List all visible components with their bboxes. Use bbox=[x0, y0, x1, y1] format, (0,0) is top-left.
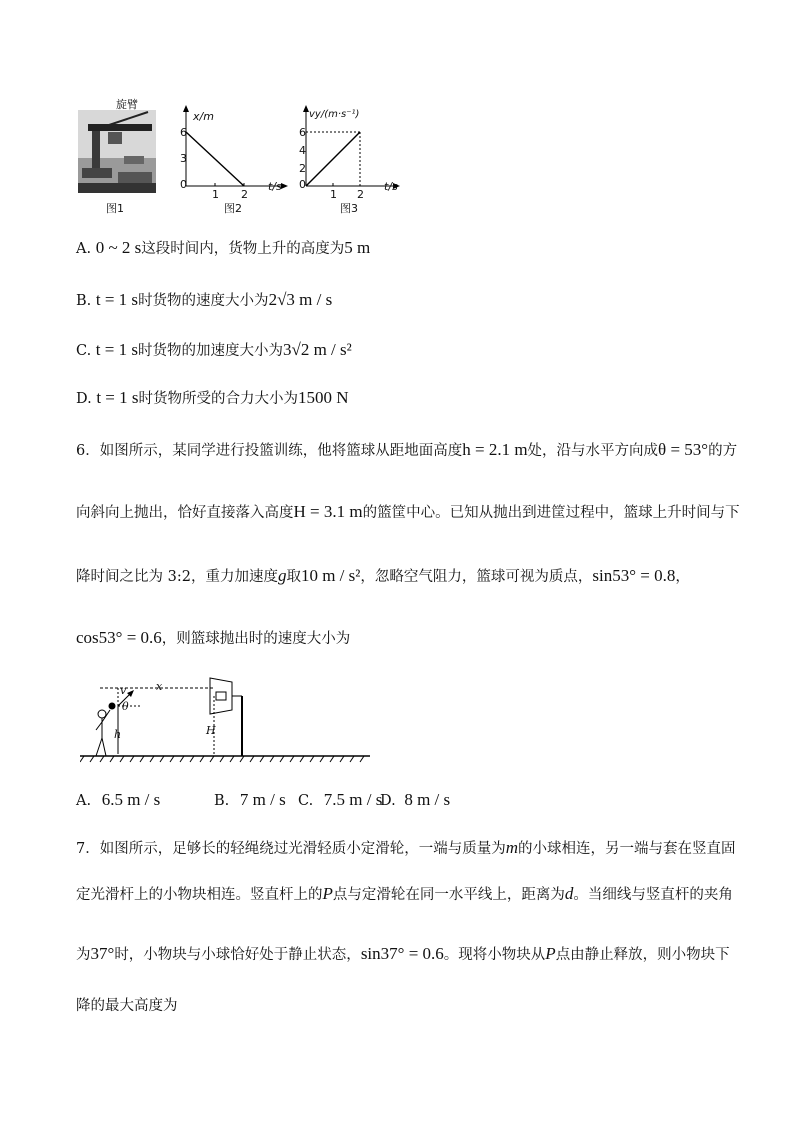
fig3-x-tick: 1 bbox=[330, 188, 337, 201]
fig2-x-tick: 2 bbox=[241, 188, 248, 201]
fig3-y-tick: 6 bbox=[299, 126, 306, 139]
fig2-y-tick: 3 bbox=[180, 152, 187, 165]
q5-option-a: A. 0 ~ 2 s这段时间内，货物上升的高度为5 m bbox=[76, 238, 371, 257]
figure-h-label: h bbox=[114, 728, 122, 741]
q6-option-a: A. 6.5 m / s bbox=[76, 790, 161, 809]
q5-option-d: D. t = 1 s时货物所受的合力大小为1500 N bbox=[76, 388, 349, 407]
fig2-y-label: x/m bbox=[193, 110, 214, 123]
q7-line-3: 为37°时，小物块与小球恰好处于静止状态，sin37° = 0.6。现将小物块从P点由静止释放，则小物块下 bbox=[76, 944, 730, 963]
q6-option-d: D. 8 m / s bbox=[380, 790, 451, 809]
q6-option-c: C. 7.5 m / s bbox=[298, 790, 383, 809]
q6-line-1: 6．如图所示，某同学进行投篮训练，他将篮球从距地面高度h = 2.1 m处，沿与水平方向成θ = 53°的方 bbox=[76, 440, 738, 459]
q7-line-4: 降的最大高度为 bbox=[76, 998, 178, 1014]
fig3-y-label: vy/(m·s⁻¹) bbox=[309, 109, 360, 120]
figure-x-label: x bbox=[156, 680, 163, 693]
fig2-y-tick: 6 bbox=[180, 126, 187, 139]
arm-label: 旋臂 bbox=[116, 98, 138, 111]
figure-v-label: v bbox=[120, 684, 127, 697]
q7-line-1: 7．如图所示，足够长的轻绳绕过光滑轻质小定滑轮，一端与质量为m的小球相连，另一端与套在竖直固 bbox=[76, 838, 736, 857]
fig3-x-tick: 2 bbox=[357, 188, 364, 201]
fig3-y-tick: 4 bbox=[299, 144, 306, 157]
fig1-caption: 图1 bbox=[106, 202, 124, 215]
fig3-x-label: t/s bbox=[384, 180, 398, 193]
fig3-y-tick: 0 bbox=[299, 178, 306, 191]
figure-theta-label: θ bbox=[122, 700, 129, 713]
fig3-y-tick: 2 bbox=[299, 162, 306, 175]
q7-line-2: 定光滑杆上的小物块相连。竖直杆上的P点与定滑轮在同一水平线上，距离为d。当细线与竖直杆的夹角 bbox=[76, 884, 733, 903]
fig2-caption: 图2 bbox=[224, 202, 242, 215]
q6-line-2: 向斜向上抛出，恰好直接落入高度H = 3.1 m的篮筐中心。已知从抛出到进筐过程中，篮球上升时间与下 bbox=[76, 502, 740, 521]
q6-line-3: 降时间之比为 3:2，重力加速度g取10 m / s²，忽略空气阻力，篮球可视为质点，sin53° = 0.8， bbox=[76, 566, 690, 585]
q6-line-4: cos53° = 0.6，则篮球抛出时的速度大小为 bbox=[76, 628, 351, 647]
q6-option-b: B. 7 m / s bbox=[214, 790, 286, 809]
q5-option-c: C. t = 1 s时货物的加速度大小为3√2 m / s² bbox=[76, 340, 352, 359]
q5-option-b: B. t = 1 s时货物的速度大小为2√3 m / s bbox=[76, 290, 333, 309]
fig2-y-tick: 0 bbox=[180, 178, 187, 191]
figure-H-label: H bbox=[206, 724, 216, 737]
figure-1 bbox=[78, 98, 156, 193]
fig3-caption: 图3 bbox=[340, 202, 358, 215]
fig2-x-tick: 1 bbox=[212, 188, 219, 201]
fig2-x-label: t/s bbox=[268, 180, 282, 193]
